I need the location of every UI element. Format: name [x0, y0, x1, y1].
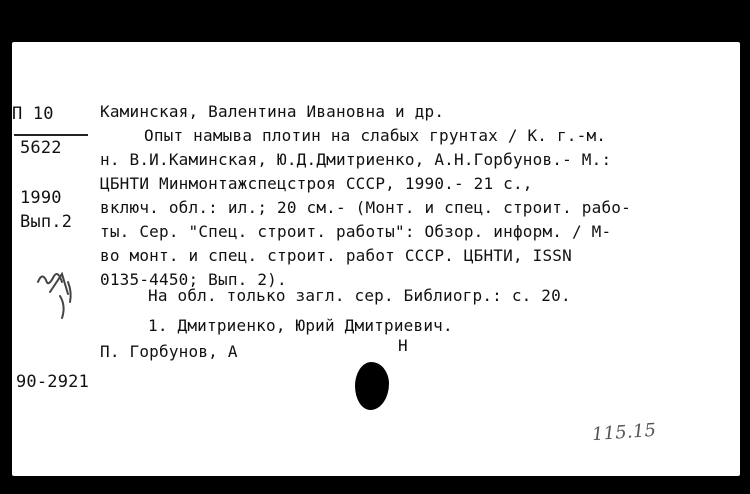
accession-number: 90-2921	[16, 372, 90, 392]
handwritten-corner-note: 115.15	[591, 419, 657, 446]
author-heading: Каминская, Валентина Ивановна и др.	[100, 102, 445, 121]
catalog-card	[12, 42, 740, 476]
call-number-line-4: Вып.2	[20, 212, 73, 232]
authors-line: н. В.И.Каминская, Ю.Д.Дмитриенко, А.Н.Горбунов.- М.:	[100, 150, 612, 169]
call-number-line-3: 1990	[20, 188, 62, 208]
handwritten-scribble-icon	[32, 252, 82, 322]
ink-blot	[355, 362, 389, 410]
physical-description-line: включ. обл.: ил.; 20 см.- (Монт. и спец. строит. рабо-	[100, 198, 631, 217]
notes-line: На обл. только загл. сер. Библиогр.: с. 20.	[148, 286, 571, 305]
added-entry-1: 1. Дмитриенко, Юрий Дмитриевич.	[148, 316, 453, 335]
title-line: Опыт намыва плотин на слабых грунтах / К. г.-м.	[144, 126, 607, 145]
publisher-line: ЦБНТИ Минмонтажспецстроя СССР, 1990.- 21 с.,	[100, 174, 533, 193]
call-number-line-2: 5622	[20, 138, 62, 158]
added-entry-2-suffix: Н	[398, 336, 408, 355]
call-number-divider	[14, 134, 88, 136]
series-line-3: 0135-4450; Вып. 2).	[100, 270, 287, 289]
added-entry-2: П. Горбунов, А	[100, 342, 238, 361]
series-line-2: во монт. и спец. строит. работ СССР. ЦБНТИ, ISSN	[100, 246, 572, 265]
call-number-line-1: П 10	[12, 104, 54, 124]
series-line-1: ты. Сер. "Спец. строит. работы": Обзор. информ. / М-	[100, 222, 612, 241]
